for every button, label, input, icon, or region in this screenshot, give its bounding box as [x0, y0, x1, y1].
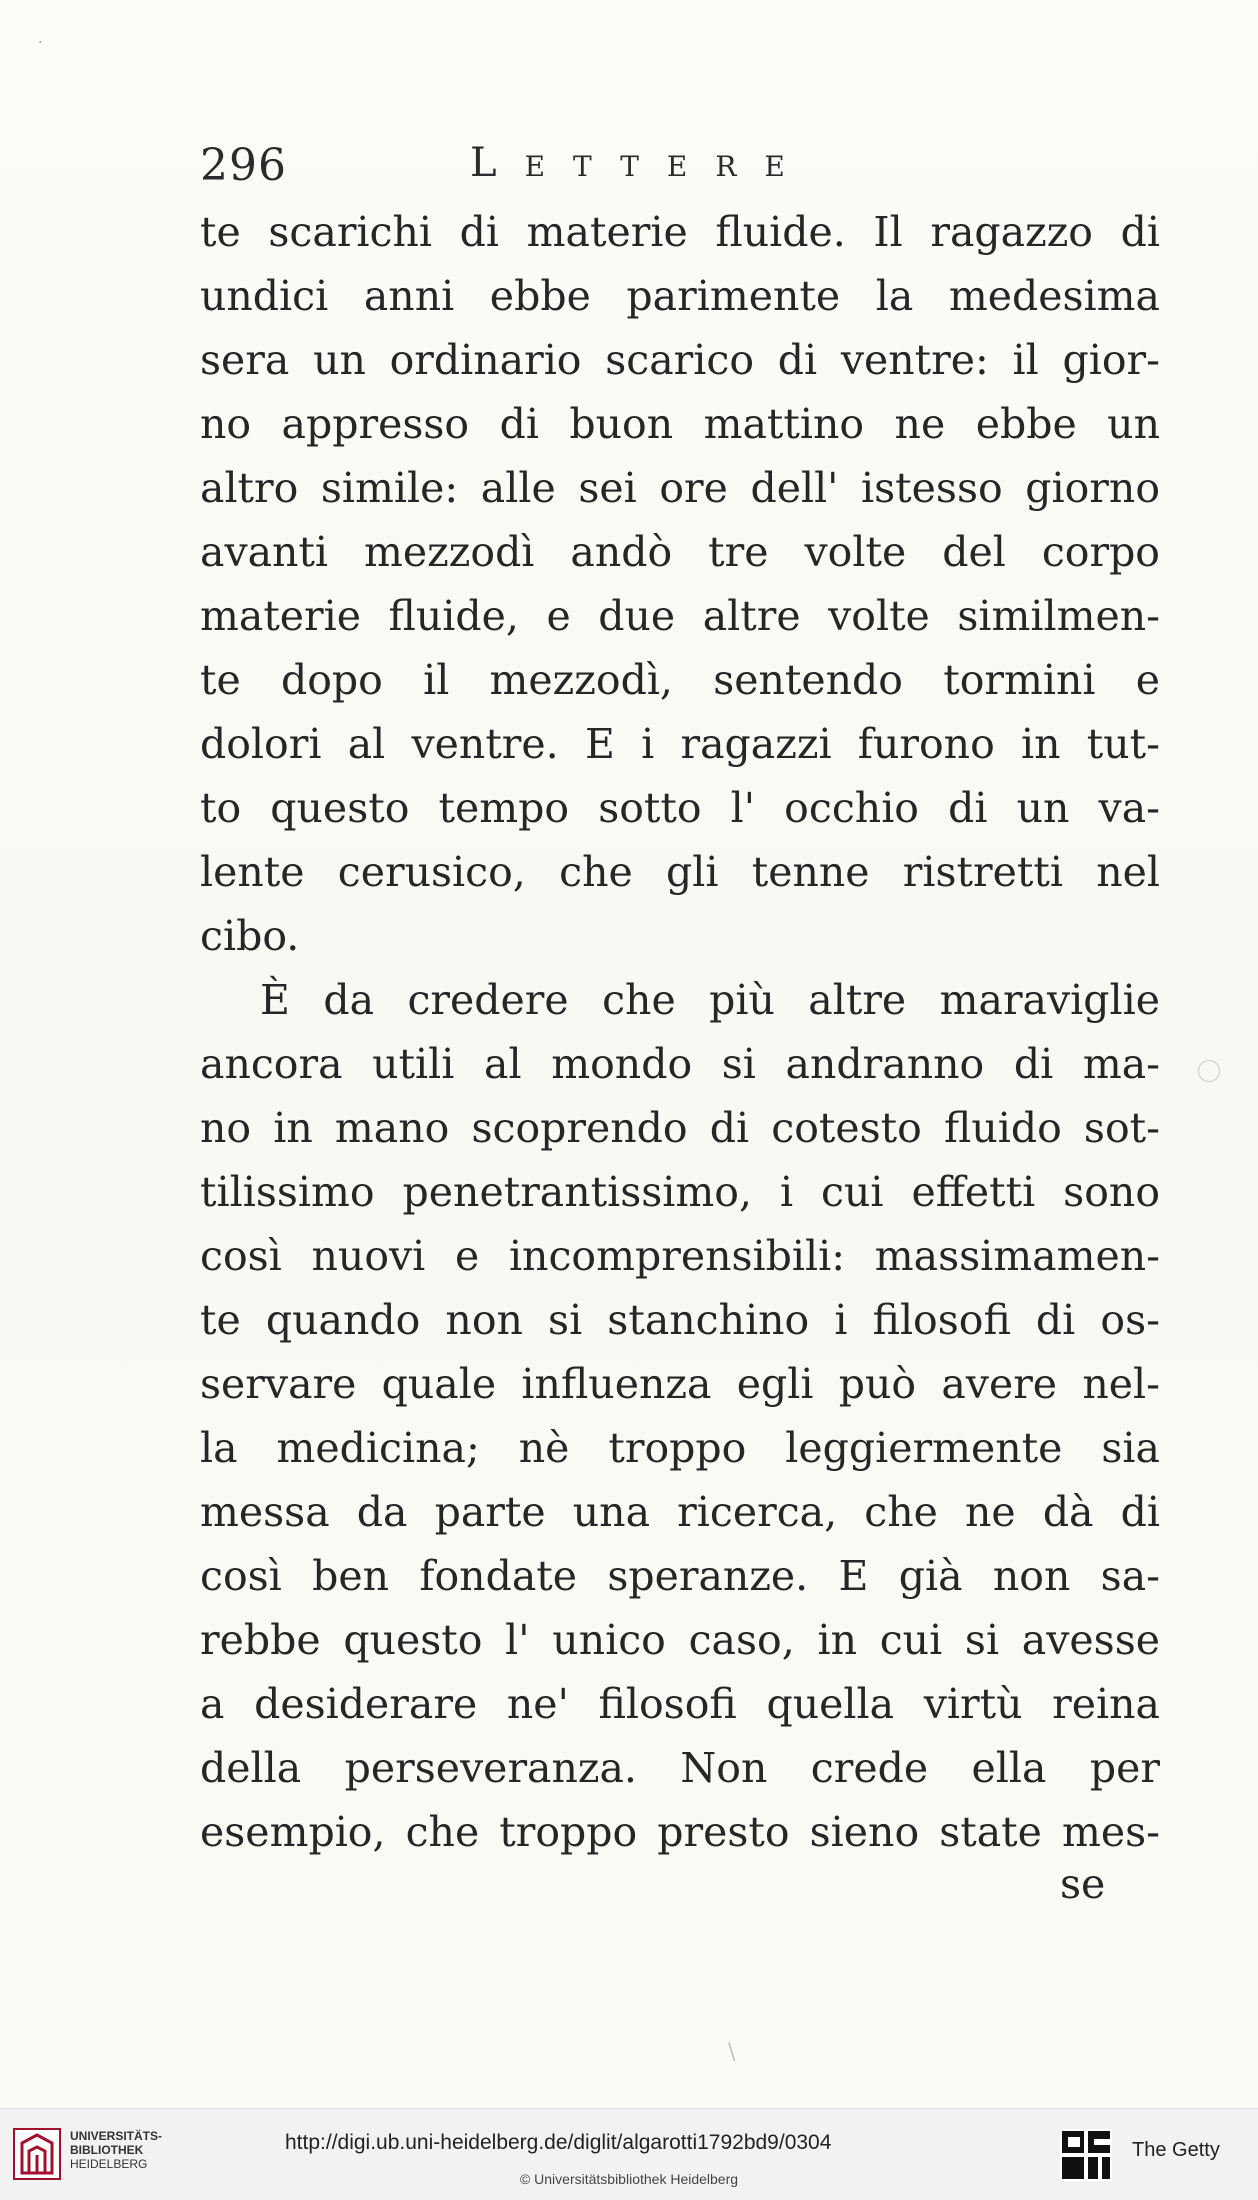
text-line: te dopo il mezzodì, sentendo tormini e	[200, 656, 1160, 704]
library-name-line: HEIDELBERG	[70, 2157, 148, 2171]
text-line: ancora utili al mondo si andranno di ma-	[200, 1040, 1160, 1088]
text-line: avanti mezzodì andò tre volte del corpo	[200, 528, 1160, 576]
text-line: te scarichi di materie fluide. Il ragazzo di	[200, 208, 1160, 256]
text-line: materie fluide, e due altre volte similmen-	[200, 592, 1160, 640]
text-line: cibo.	[200, 912, 300, 960]
text-line: no in mano scoprendo di cotesto fluido sot-	[200, 1104, 1160, 1152]
text-line: rebbe questo l' unico caso, in cui si avesse	[200, 1616, 1160, 1664]
text-line: dolori al ventre. E i ragazzi furono in tut-	[200, 720, 1160, 768]
text-line: esempio, che troppo presto sieno state mes-	[200, 1808, 1160, 1856]
text-line: te quando non si stanchino i filosofi di os-	[200, 1296, 1160, 1344]
text-line: così nuovi e incomprensibili: massimamen-	[200, 1232, 1160, 1280]
text-line: tilissimo penetrantissimo, i cui effetti sono	[200, 1168, 1160, 1216]
text-line: messa da parte una ricerca, che ne dà di	[200, 1488, 1160, 1536]
library-name	[70, 2129, 162, 2171]
text-line: della perseveranza. Non crede ella per	[200, 1744, 1160, 1792]
library-name-line: UNIVERSITÄTS-	[70, 2129, 163, 2143]
text-line: undici anni ebbe parimente la medesima	[200, 272, 1160, 320]
catchword: se	[1060, 1860, 1106, 1908]
viewer-footer	[0, 2108, 1258, 2200]
text-line: lente cerusico, che gli tenne ristretti nel	[200, 848, 1160, 896]
library-name-line: BIBLIOTHEK	[70, 2143, 144, 2157]
page-speck: ·	[38, 35, 43, 51]
text-line: così ben fondate speranze. E già non sa-	[200, 1552, 1160, 1600]
permalink[interactable]: http://digi.ub.uni-heidelberg.de/diglit/algarotti1792bd9/0304	[285, 2131, 832, 2154]
running-head	[200, 140, 1180, 200]
text-line: È da credere che più altre maraviglie	[260, 976, 1160, 1024]
text-line: la medicina; nè troppo leggiermente sia	[200, 1424, 1160, 1472]
page-stain	[1198, 1060, 1220, 1082]
text-line: to questo tempo sotto l' occhio di un va-	[200, 784, 1160, 832]
copyright-notice: © Universitätsbibliothek Heidelberg	[519, 2171, 739, 2187]
running-title: Lettere	[470, 140, 813, 186]
body-text	[200, 200, 1160, 1864]
page-number: 296	[200, 140, 287, 191]
text-line: a desiderare ne' filosofi quella virtù reina	[200, 1680, 1160, 1728]
text-line: altro simile: alle sei ore dell' istesso giorno	[200, 464, 1160, 512]
getty-logo-icon	[1058, 2127, 1114, 2183]
page-scratch: \	[728, 2040, 736, 2065]
text-line: no appresso di buon mattino ne ebbe un	[200, 400, 1160, 448]
partner-name: The Getty	[1132, 2139, 1220, 2161]
text-line: sera un ordinario scarico di ventre: il gior-	[200, 336, 1160, 384]
text-line: servare quale influenza egli può avere nel-	[200, 1360, 1160, 1408]
